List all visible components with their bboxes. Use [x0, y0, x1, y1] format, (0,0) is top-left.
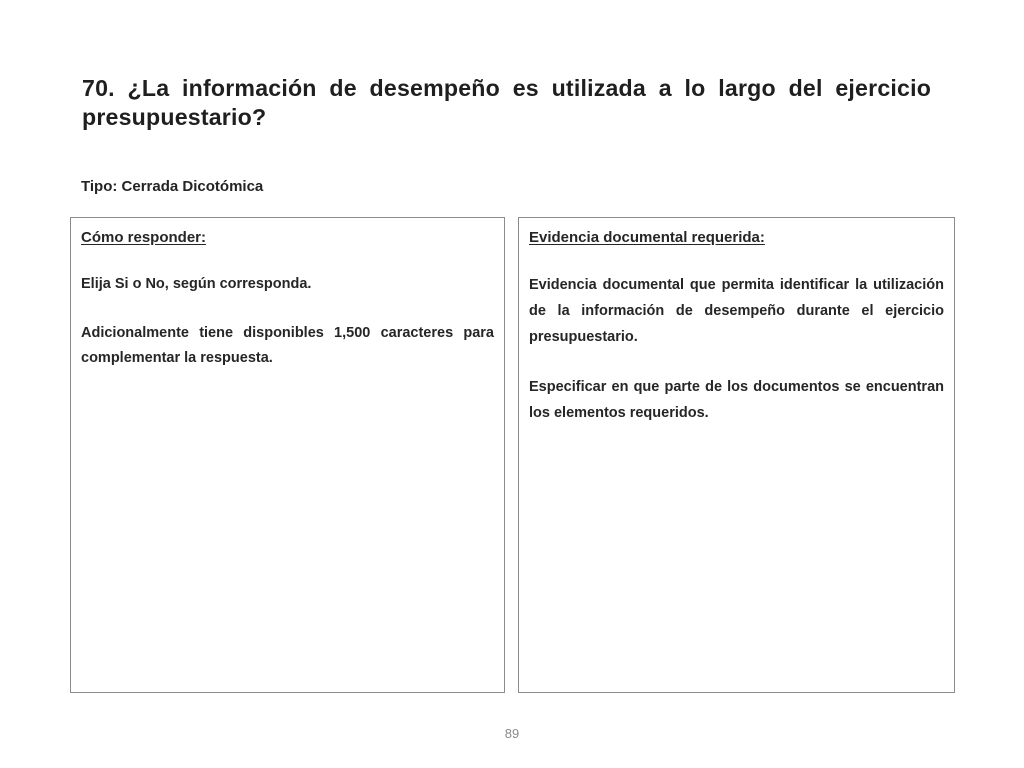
how-to-answer-panel	[70, 217, 505, 693]
how-to-answer-instruction: Elija Si o No, según corresponda.	[81, 276, 312, 292]
required-evidence-description: Evidencia documental que permita identificar la utilización de la información de desempeño durante el ejercicio presupuestario.	[529, 277, 944, 345]
page-number: 89	[504, 726, 520, 741]
how-to-answer-heading: Cómo responder:	[81, 229, 207, 246]
how-to-answer-additional-note: Adicionalmente tiene disponibles 1,500 caracteres para complementar la respuesta.	[81, 325, 494, 366]
question-type: Tipo: Cerrada Dicotómica	[81, 178, 264, 195]
spacer	[529, 249, 944, 272]
question-title: 70. ¿La información de desempeño es utilizada a lo largo del ejercicio presupuestario?	[82, 75, 932, 130]
spacer	[81, 297, 494, 321]
spacer	[81, 249, 494, 272]
required-evidence-panel	[518, 217, 955, 693]
required-evidence-specification: Especificar en que parte de los documentos se encuentran los elementos requeridos.	[529, 379, 944, 421]
spacer	[529, 350, 944, 374]
required-evidence-heading: Evidencia documental requerida:	[529, 229, 765, 246]
